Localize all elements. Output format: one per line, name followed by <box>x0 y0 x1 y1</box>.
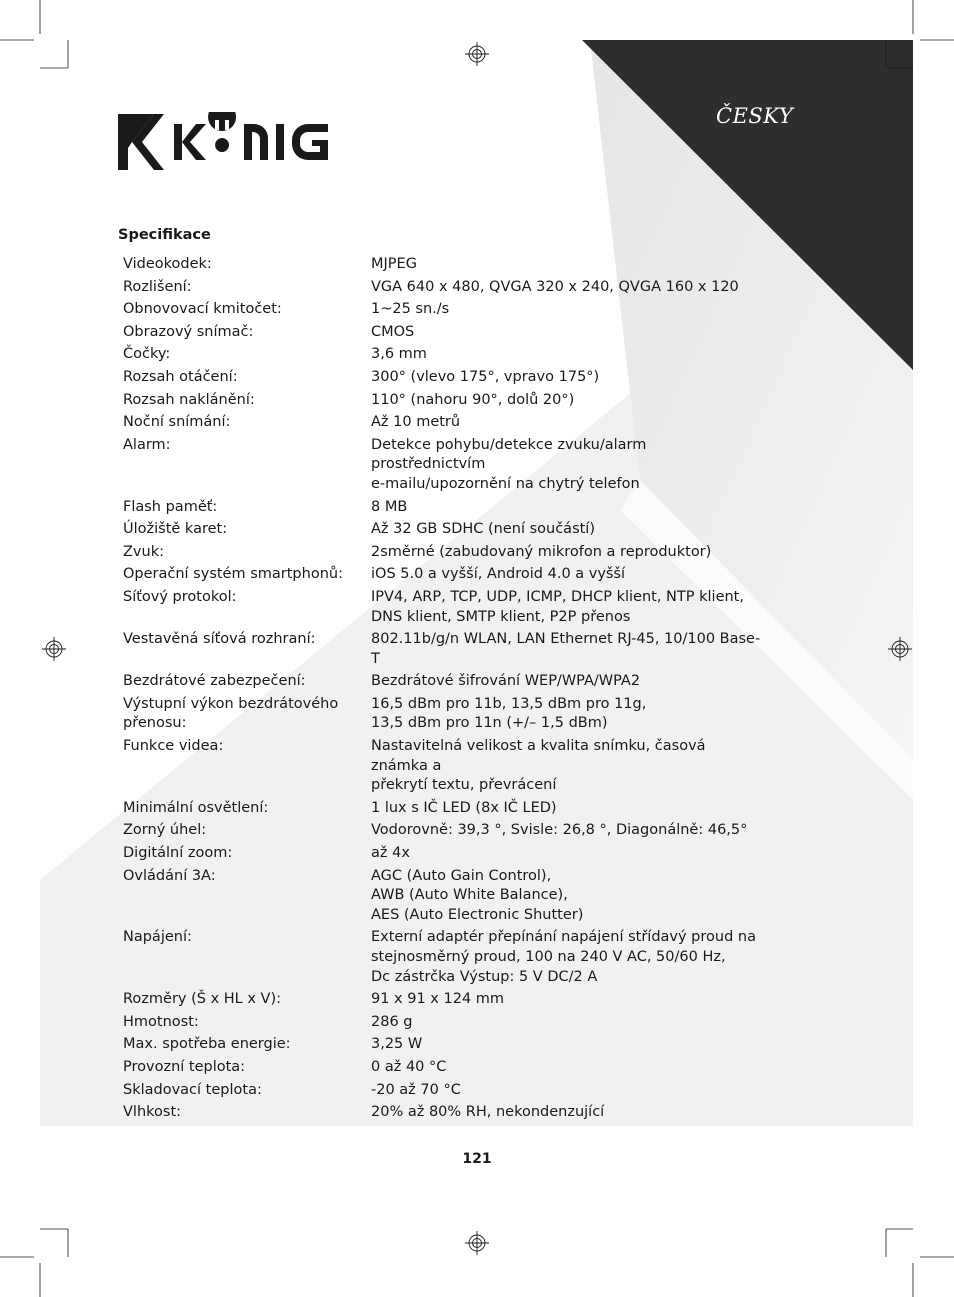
spec-value: CMOS <box>371 323 415 340</box>
spec-label: Napájení: <box>123 929 192 946</box>
spec-row <box>123 368 763 391</box>
spec-value: 1~25 sn./s <box>371 301 450 318</box>
spec-row <box>123 990 763 1013</box>
language-label: ČESKY <box>716 104 794 128</box>
spec-row <box>123 1013 763 1036</box>
spec-row <box>123 543 763 566</box>
spec-label: Bezdrátové zabezpečení: <box>123 673 306 690</box>
spec-label: Operační systém smartphonů: <box>123 566 343 583</box>
spec-value: MJPEG <box>371 256 417 272</box>
spec-label: Rozměry (Š x HL x V): <box>123 991 282 1008</box>
spec-label: Úložiště karet: <box>123 521 228 538</box>
spec-label: Obnovovací kmitočet: <box>123 301 282 318</box>
spec-label: Síťový protokol: <box>123 588 237 605</box>
spec-label: Noční snímání: <box>123 414 231 431</box>
spec-value: 286 g <box>371 1013 413 1030</box>
spec-value: -20 až 70 °C <box>371 1081 461 1098</box>
spec-value: IPV4, ARP, TCP, UDP, ICMP, DHCP klient, NTP klient, DNS klient, SMTP klient, P2P přenos <box>371 588 744 625</box>
spec-row <box>123 844 763 867</box>
spec-value: Nastavitelná velikost a kvalita snímku, časová známka a překrytí textu, převrácení <box>371 738 706 794</box>
spec-value: Až 32 GB SDHC (není součástí) <box>371 521 595 538</box>
spec-value: 1 lux s IČ LED (8x IČ LED) <box>371 799 557 816</box>
spec-row <box>123 565 763 588</box>
spec-label: Obrazový snímač: <box>123 323 254 340</box>
spec-label: Vlhkost: <box>123 1104 182 1121</box>
spec-value: Až 10 metrů <box>371 414 461 431</box>
spec-row <box>123 1058 763 1081</box>
spec-label: Videokodek: <box>123 256 212 272</box>
spec-row <box>123 300 763 323</box>
spec-row <box>123 695 763 737</box>
spec-row <box>123 1035 763 1058</box>
spec-label: Skladovací teplota: <box>123 1081 262 1098</box>
spec-value: Externí adaptér přepínání napájení střídavý proud na stejnosměrný proud, 100 na 240 V AC, 50/60 Hz, Dc zástrčka Výstup: 5 V DC/2 A <box>371 929 756 985</box>
spec-value: 0 až 40 °C <box>371 1058 447 1075</box>
registration-mark-icon <box>42 637 66 661</box>
spec-label: Ovládání 3A: <box>123 867 216 884</box>
spec-row <box>123 345 763 368</box>
spec-value: Vodorovně: 39,3 °, Svisle: 26,8 °, Diagonálně: 46,5° <box>371 822 748 839</box>
spec-row <box>123 588 763 630</box>
spec-value: 300° (vlevo 175°, vpravo 175°) <box>371 368 600 385</box>
spec-row <box>123 498 763 521</box>
spec-label: Rozlišení: <box>123 278 192 295</box>
spec-value: 16,5 dBm pro 11b, 13,5 dBm pro 11g, 13,5 dBm pro 11n (+/– 1,5 dBm) <box>371 695 647 732</box>
spec-row <box>123 799 763 822</box>
spec-value: Detekce pohybu/detekce zvuku/alarm prostřednictvím e-mailu/upozornění na chytrý telefon <box>371 436 647 492</box>
spec-label: Čočky: <box>123 346 171 363</box>
spec-label: Rozsah otáčení: <box>123 368 238 385</box>
spec-row <box>123 323 763 346</box>
spec-value: 20% až 80% RH, nekondenzující <box>371 1104 605 1121</box>
spec-label: Funkce videa: <box>123 738 224 755</box>
spec-label: Digitální zoom: <box>123 845 233 862</box>
spec-row <box>123 1103 763 1126</box>
spec-label: Provozní teplota: <box>123 1058 246 1075</box>
spec-value: Bezdrátové šifrování WEP/WPA/WPA2 <box>371 673 641 690</box>
spec-label: Max. spotřeba energie: <box>123 1036 291 1053</box>
spec-row <box>123 413 763 436</box>
page-number: 121 <box>462 1151 492 1167</box>
spec-value: 2směrné (zabudovaný mikrofon a reproduktor) <box>371 543 712 560</box>
spec-row <box>123 255 763 278</box>
spec-label: Hmotnost: <box>123 1013 199 1030</box>
section-title: Specifikace <box>118 227 211 243</box>
spec-value: iOS 5.0 a vyšší, Android 4.0 a vyšší <box>371 566 626 583</box>
spec-label: Vestavěná síťová rozhraní: <box>123 631 316 648</box>
spec-label: Rozsah naklánění: <box>123 391 255 408</box>
specification-table <box>123 255 763 1126</box>
spec-label: Zorný úhel: <box>123 822 207 839</box>
registration-mark-icon <box>465 1231 489 1255</box>
spec-value: AGC (Auto Gain Control), AWB (Auto White Balance), AES (Auto Electronic Shutter) <box>371 867 584 923</box>
spec-row <box>123 436 763 498</box>
spec-value: VGA 640 x 480, QVGA 320 x 240, QVGA 160 x 120 <box>371 278 739 295</box>
spec-row <box>123 928 763 990</box>
spec-label: Zvuk: <box>123 543 164 560</box>
spec-label: Flash paměť: <box>123 498 218 515</box>
spec-row <box>123 867 763 929</box>
spec-row <box>123 520 763 543</box>
spec-row <box>123 737 763 799</box>
spec-label: Minimální osvětlení: <box>123 799 269 816</box>
spec-row <box>123 630 763 672</box>
spec-label: Alarm: <box>123 436 171 453</box>
registration-mark-icon <box>465 42 489 66</box>
spec-value: 8 MB <box>371 498 408 515</box>
spec-row <box>123 1081 763 1104</box>
spec-value: až 4x <box>371 845 410 862</box>
spec-value: 110° (nahoru 90°, dolů 20°) <box>371 391 575 408</box>
spec-row <box>123 278 763 301</box>
spec-row <box>123 821 763 844</box>
spec-value: 3,6 mm <box>371 346 427 363</box>
spec-value: 802.11b/g/n WLAN, LAN Ethernet RJ-45, 10/100 Base-T <box>371 631 761 667</box>
konig-logo <box>118 112 342 172</box>
spec-label: Výstupní výkon bezdrátového přenosu: <box>123 695 339 732</box>
spec-value: 91 x 91 x 124 mm <box>371 991 505 1008</box>
spec-value: 3,25 W <box>371 1036 423 1053</box>
spec-row <box>123 672 763 695</box>
spec-row <box>123 391 763 414</box>
